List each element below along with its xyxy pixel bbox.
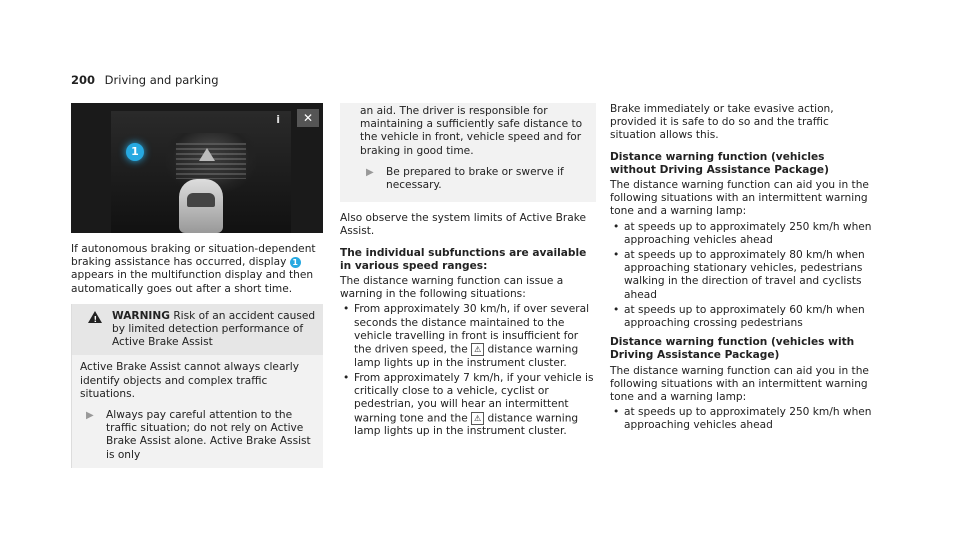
distance-warning-list [340, 303, 596, 438]
intro-without-package: The distance warning function can aid you in the following situations with an intermittent warning tone and a warning lamp: [610, 179, 869, 218]
page-header [71, 73, 219, 87]
list-item: • From approximately 7 km/h, if your vehicle is critically close to a vehicle, cyclist or pedestrian, you will hear an intermittent warning tone and the ⚠ distance warning lamp lights up in the instrument cluster. [340, 372, 596, 439]
arrow-icon: ▶ [366, 166, 374, 178]
page-number: 200 [71, 73, 96, 87]
heading-with-package: Distance warning function (vehicles with Driving Assistance Package) [610, 336, 855, 362]
warning-text: Risk of an accident caused by limited detection performance of Active Brake Assist [112, 309, 316, 349]
instruction-text: Be prepared to brake or swerve if necessary. [386, 165, 564, 192]
distance-warning-intro: The distance warning function can issue a warning in the following situations: [340, 275, 564, 301]
callout-badge: 1 [290, 257, 301, 268]
observe-limits-paragraph: Also observe the system limits of Active Brake Assist. [340, 212, 587, 238]
column-1 [71, 103, 323, 468]
section-title: Driving and parking [104, 73, 219, 87]
list-item: • From approximately 30 km/h, if over several seconds the distance maintained to the vehicle travelling in front is insufficient for the driven speed, the ⚠ distance warning lamp lights up in the instrument cluster. [340, 303, 596, 370]
autonomous-braking-paragraph: If autonomous braking or situation-dependent braking assistance has occurred, display 1 appears in the multifunction display and then automatically goes out after a short time. [71, 243, 316, 295]
column-3 [610, 103, 872, 439]
warning-label: WARNING [112, 309, 170, 322]
warning-continuation [340, 103, 596, 202]
list-with-package [610, 406, 872, 432]
car-icon [179, 179, 223, 233]
instruction-text: Always pay careful attention to the traffic situation; do not rely on Active Brake Assist alone. Active Brake Assist is only [106, 409, 311, 461]
warning-icon: ! [88, 311, 102, 323]
close-icon: ✕ [297, 109, 319, 127]
continued-text: an aid. The driver is responsible for maintaining a sufficiently safe distance to the vehicle in front, vehicle speed and for braking in good time. [360, 105, 583, 157]
list-item: • at speeds up to approximately 60 km/h when approaching crossing pedestrians [610, 304, 872, 330]
warning-header [72, 304, 323, 356]
subfunctions-heading: The individual subfunctions are available in various speed ranges: [340, 246, 587, 272]
intro-with-package: The distance warning function can aid you in the following situations with an intermittent warning tone and a warning lamp: [610, 364, 869, 404]
brake-paragraph: Brake immediately or take evasive action, provided it is safe to do so and the traffic situation allows this. [610, 103, 834, 142]
arrow-icon: ▶ [86, 410, 94, 422]
list-item: • at speeds up to approximately 250 km/h when approaching vehicles ahead [610, 221, 872, 247]
distance-warning-lamp-icon: ⚠ [471, 343, 484, 356]
list-item: • at speeds up to approximately 80 km/h when approaching stationary vehicles, pedestrians walking in the direction of travel and cyclists ahead [610, 249, 872, 302]
list-item: • at speeds up to approximately 250 km/h when approaching vehicles ahead [610, 406, 872, 432]
display-illustration [71, 103, 323, 233]
info-icon: i [276, 113, 280, 126]
warning-triangle-icon [199, 148, 215, 161]
warning-body: Active Brake Assist cannot always clearly identify objects and complex traffic situations. [80, 361, 300, 400]
heading-without-package: Distance warning function (vehicles without Driving Assistance Package) [610, 150, 829, 176]
distance-warning-lamp-icon: ⚠ [471, 412, 484, 425]
warning-box [71, 304, 323, 468]
callout-marker: 1 [126, 143, 144, 161]
column-2 [340, 103, 596, 444]
list-without-package [610, 221, 872, 331]
